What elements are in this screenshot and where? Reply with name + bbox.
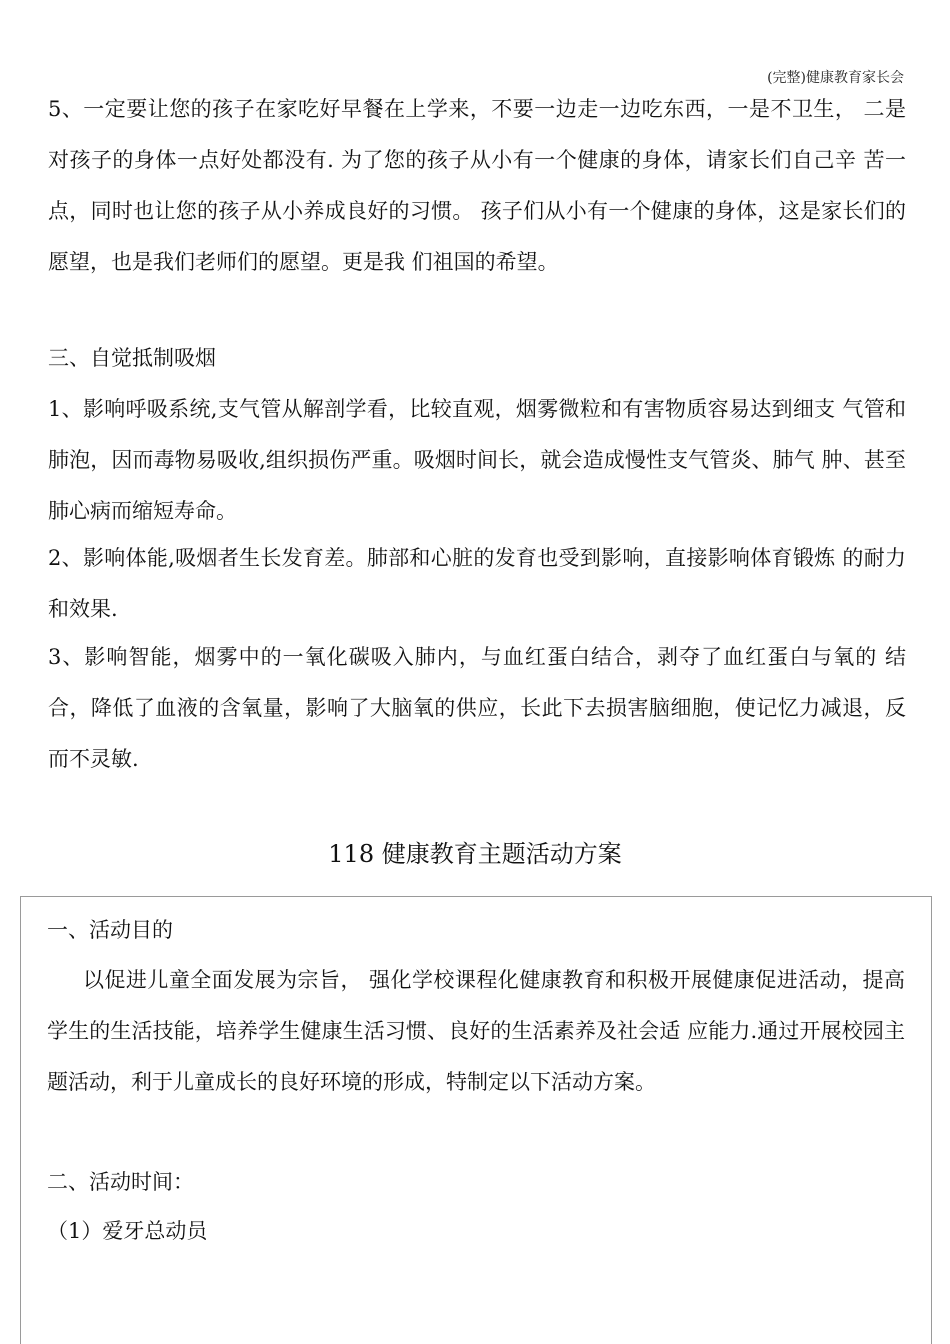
paragraph-smoking-2: 2、影响体能,吸烟者生长发育差。肺部和心脏的发育也受到影响，直接影响体育锻炼 的耐力和效果.	[48, 546, 906, 621]
plan-box	[20, 896, 932, 1344]
paragraph-item-5: 5、一定要让您的孩子在家吃好早餐在上学来，不要一边走一边吃东西，一是不卫生， 二是对孩子的身体一点好处都没有. 为了您的孩子从小有一个健康的身体，请家长们自己辛 苦一点，同时也让您的孩子从小养成良好的习惯。 孩子们从小有一个健康的身体，这是家长们的愿望，也是我们老师们的愿望。更是我 们祖国的希望。	[48, 97, 906, 274]
plan-title: 118 健康教育主题活动方案	[328, 840, 622, 868]
plan-heading-2: 二、活动时间：	[47, 1170, 194, 1194]
plan-purpose-paragraph: 以促进儿童全面发展为宗旨， 强化学校课程化健康教育和积极开展健康促进活动，提高学生的生活技能，培养学生健康生活习惯、良好的生活素养及社会适 应能力.通过开展校园主题活动，利于儿童成长的良好环境的形成，特制定以下活动方案。	[47, 968, 905, 1094]
section-heading-3: 三、自觉抵制吸烟	[48, 346, 216, 370]
plan-heading-1: 一、活动目的	[47, 918, 173, 942]
plan-list-item-1: （1）爱牙总动员	[47, 1219, 208, 1243]
header-note: (完整)健康教育家长会	[767, 70, 904, 86]
paragraph-smoking-3: 3、影响智能，烟雾中的一氧化碳吸入肺内，与血红蛋白结合，剥夺了血红蛋白与氧的 结合，降低了血液的含氧量，影响了大脑氧的供应，长此下去损害脑细胞，使记忆力减退，反而不灵敏.	[48, 645, 906, 771]
paragraph-smoking-1: 1、影响呼吸系统,支气管从解剖学看，比较直观，烟雾微粒和有害物质容易达到细支 气管和肺泡，因而毒物易吸收,组织损伤严重。吸烟时间长，就会造成慢性支气管炎、肺气 肿、甚至肺心病而缩短寿命。	[48, 397, 906, 523]
